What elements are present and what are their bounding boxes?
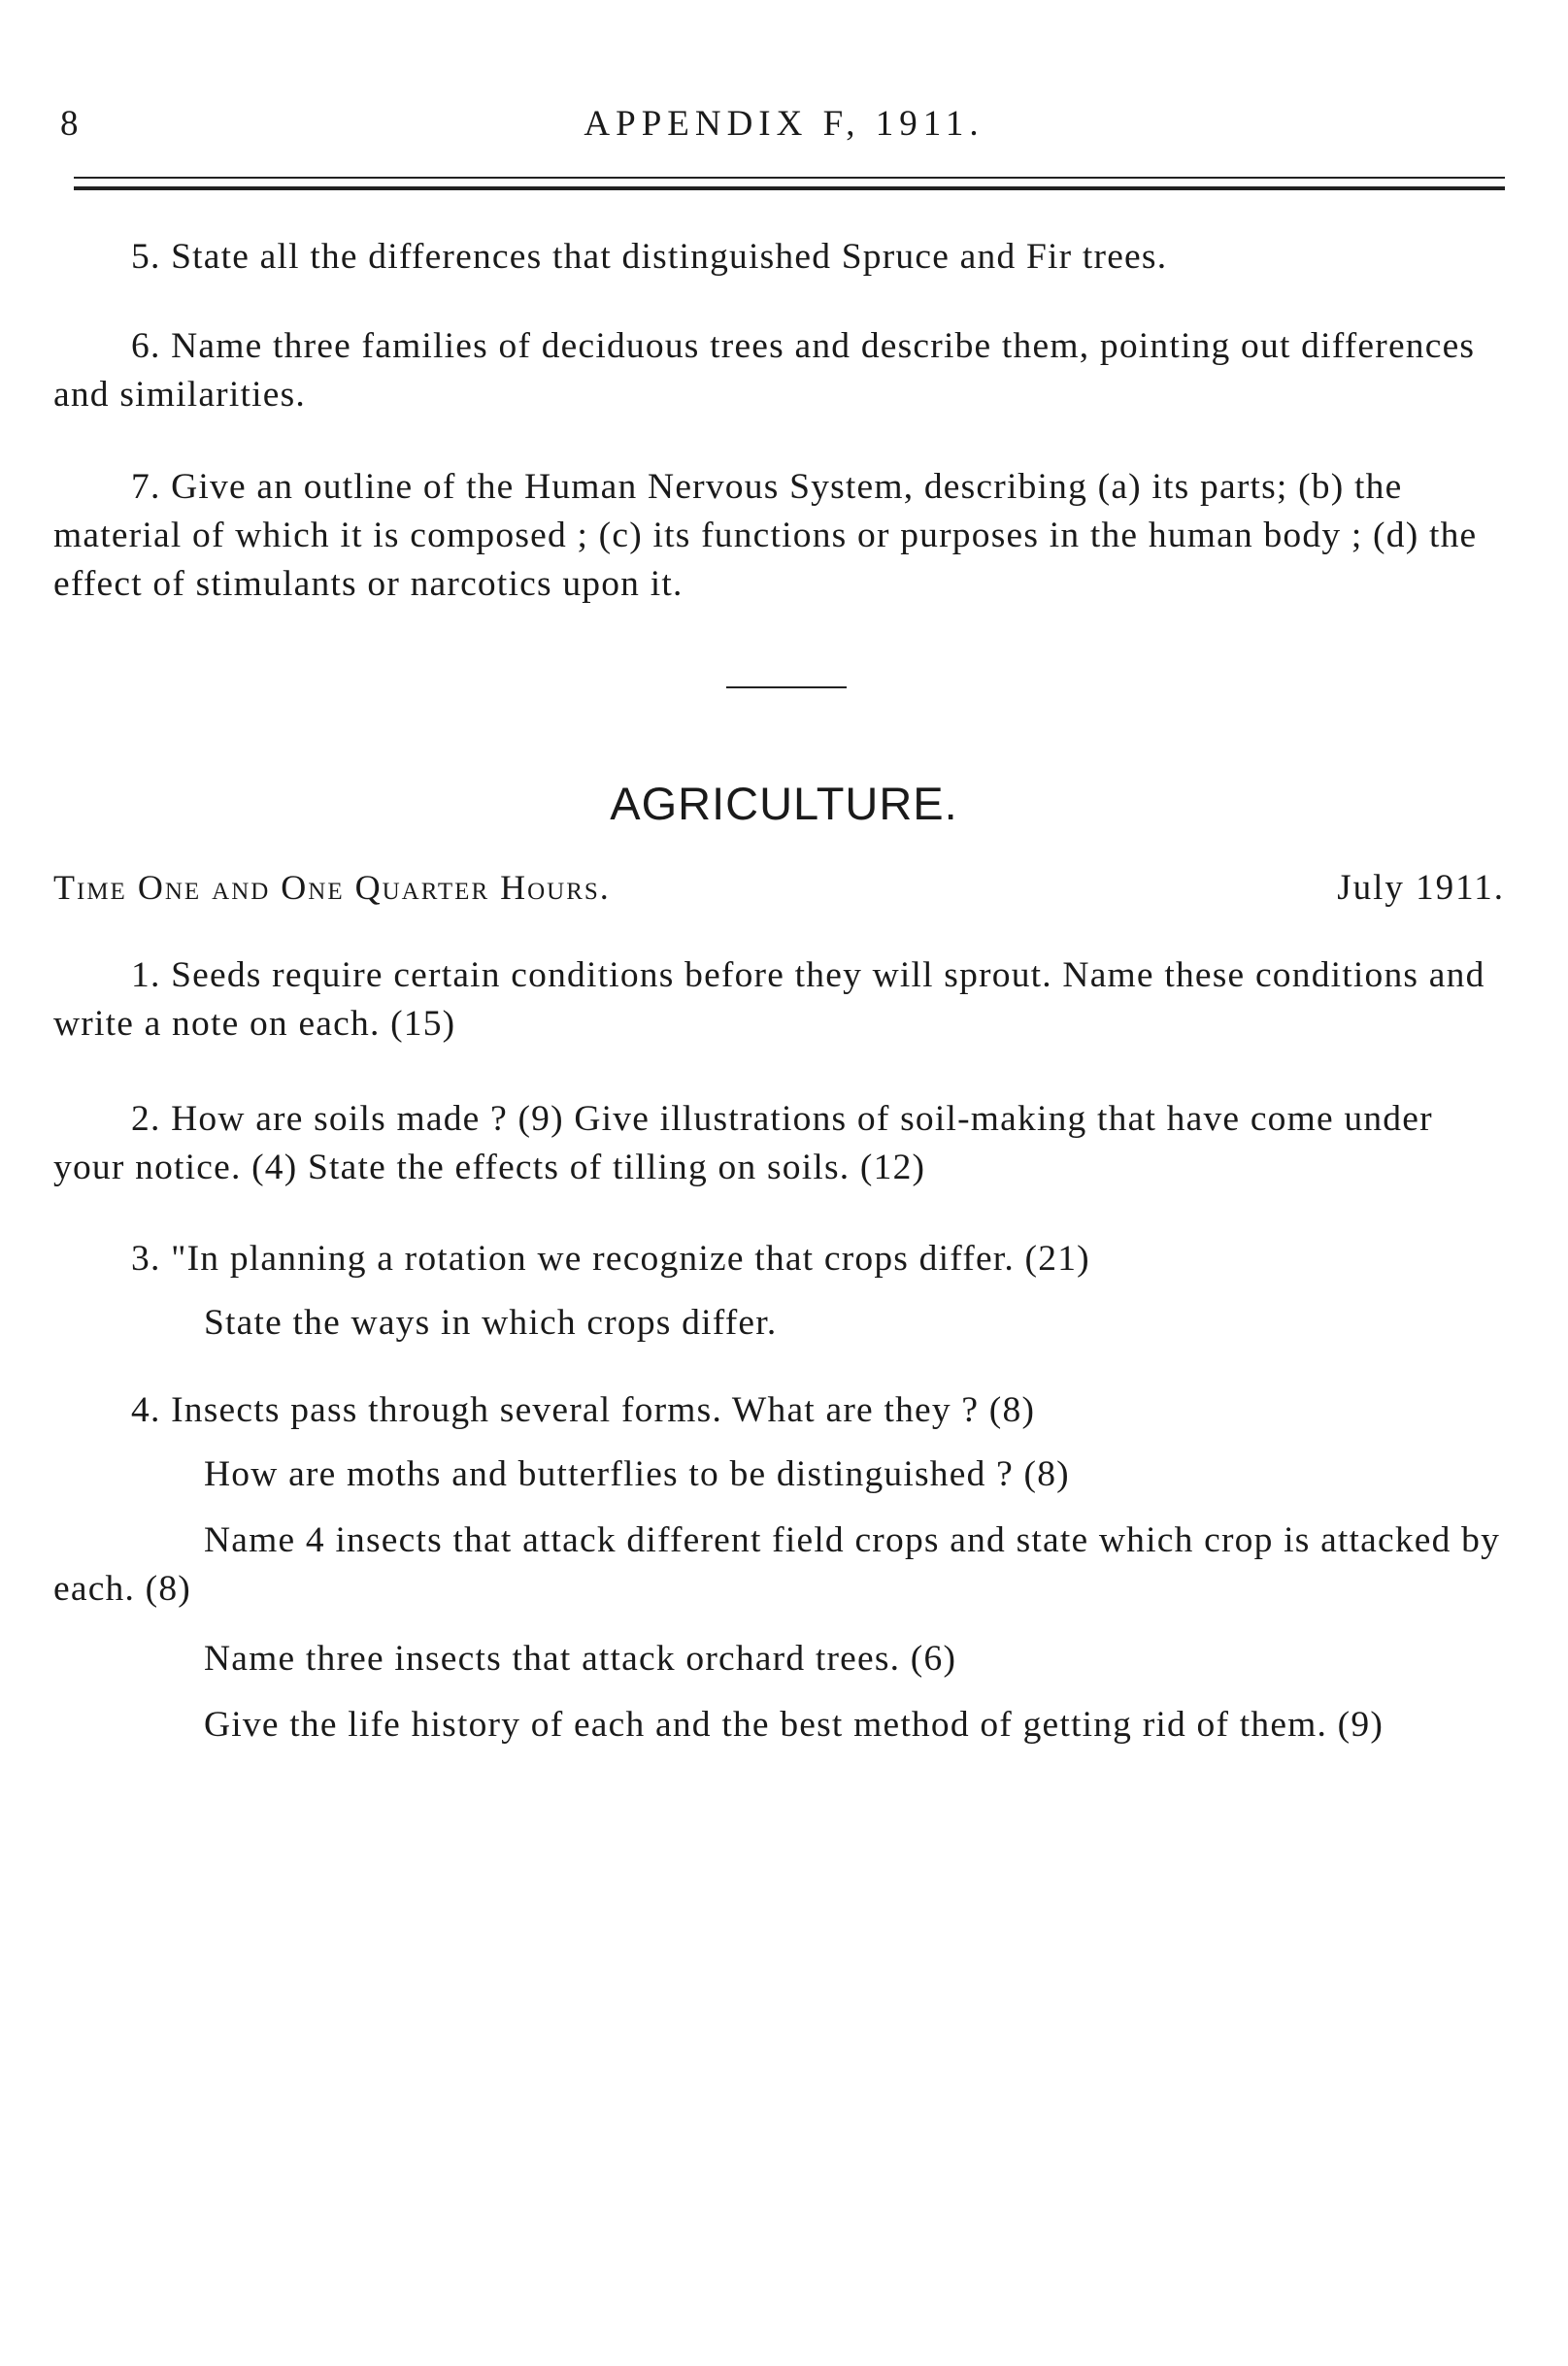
agri-question-4-line-2: How are moths and butterflies to be distinguished ? (8) [204,1454,1070,1494]
agri-question-2: 2. How are soils made ? (9) Give illustrations of soil-making that have come under your notice. (4) State the effects of tilling on soils. (12) [53,1099,1433,1187]
page-number: 8 [60,104,80,144]
question-5: 5. State all the differences that distinguished Spruce and Fir trees. [131,237,1168,277]
agri-question-3-line-1: 3. "In planning a rotation we recognize that crops differ. (21) [131,1239,1090,1279]
header-rule-thin [74,177,1505,179]
section-title: AGRICULTURE. [610,778,958,829]
header-rule-thick [74,186,1505,190]
running-header: APPENDIX F, 1911. [584,104,984,144]
agri-question-4-line-5: Give the life history of each and the best method of getting rid of them. (9) [204,1705,1385,1745]
exam-duration: Time One and One Quarter Hours. [53,868,611,907]
question-7: 7. Give an outline of the Human Nervous System, describing (a) its parts; (b) the material of which it is composed ; (c) its functions or purposes in the human body ; (d) the effect of stimulants or narcotics upon it. [53,467,1478,604]
agri-question-3-line-2: State the ways in which crops differ. [204,1303,778,1343]
agri-question-1: 1. Seeds require certain conditions before they will sprout. Name these conditions and write a note on each. (15) [53,955,1485,1044]
question-6: 6. Name three families of deciduous trees and describe them, pointing out differences and similarities. [53,326,1476,415]
agri-question-4-line-3: Name 4 insects that attack different field crops and state which crop is attacked by each. (8) [53,1520,1501,1609]
agri-question-4-line-4: Name three insects that attack orchard trees. (6) [204,1639,957,1679]
agri-question-4-line-1: 4. Insects pass through several forms. What are they ? (8) [131,1390,1036,1430]
exam-date: July 1911. [1337,868,1505,908]
section-separator [726,686,847,688]
